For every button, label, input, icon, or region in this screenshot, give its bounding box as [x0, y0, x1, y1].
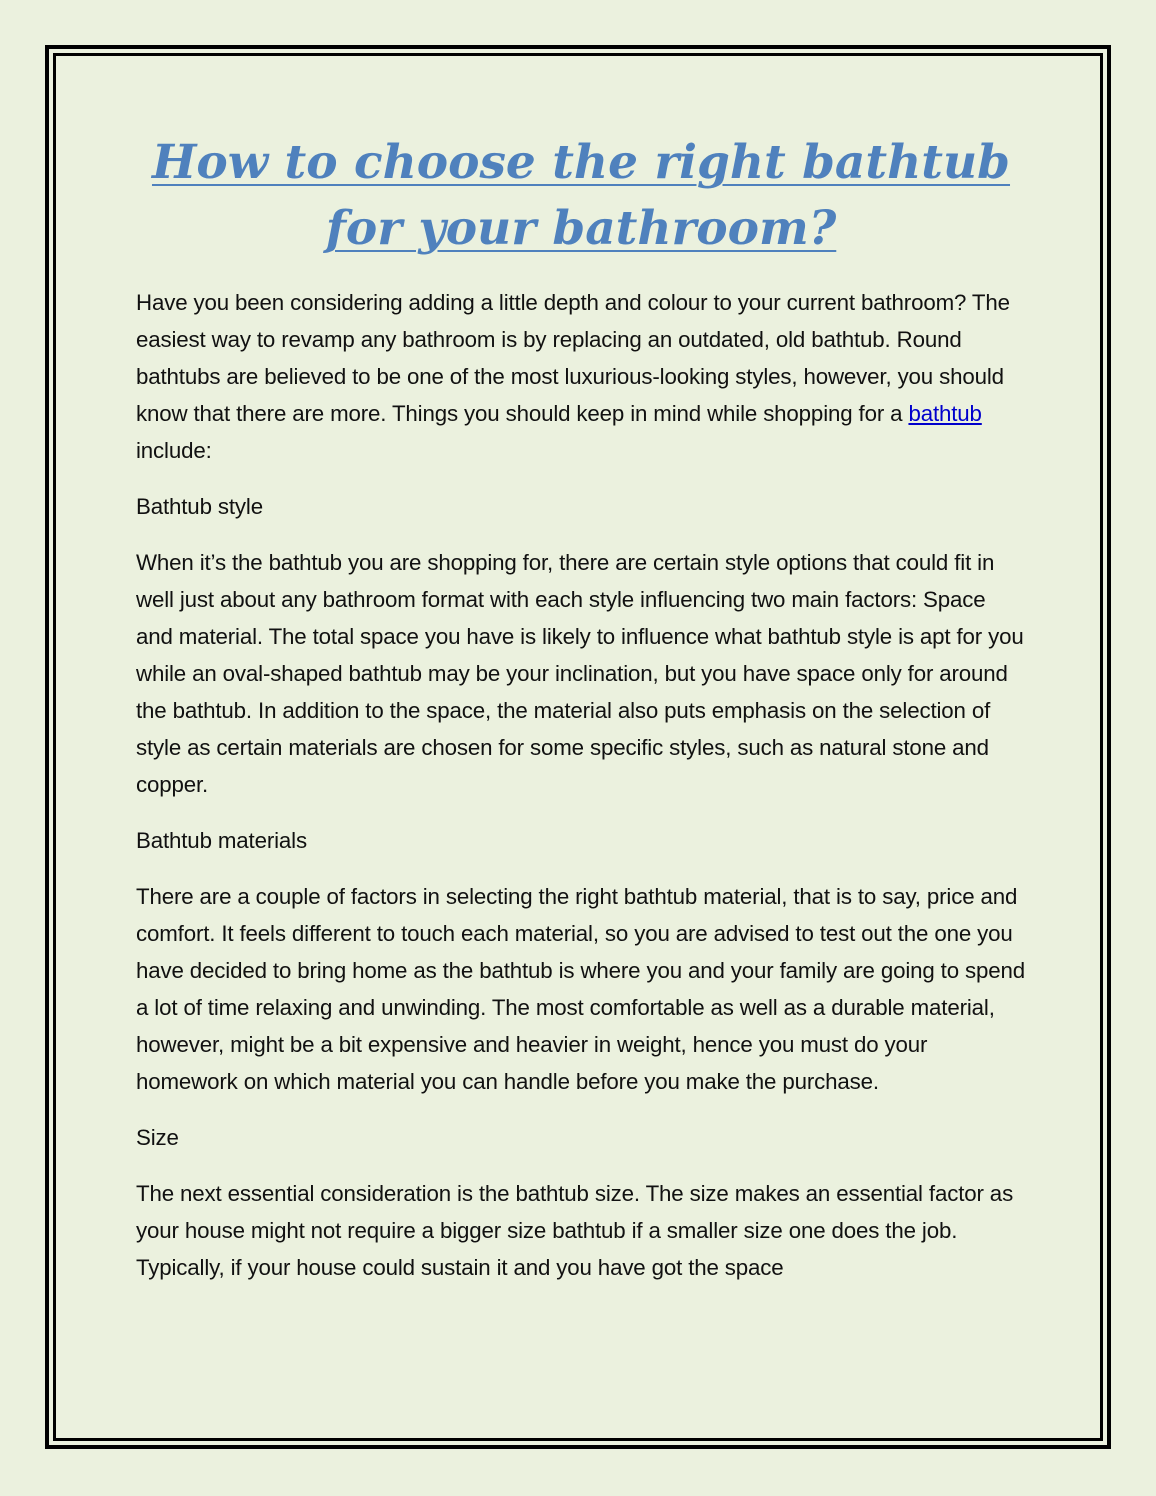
- document-title[interactable]: How to choose the right bathtub for your bathroom?: [151, 135, 1011, 256]
- intro-text-after-link: include:: [136, 438, 212, 463]
- intro-paragraph: [136, 284, 1026, 469]
- section-body-bathtub-materials: There are a couple of factors in selecting the right bathtub material, that is to say, price and comfort. It feels different to touch each material, so you are advised to test out the one you have decided to bring home as the bathtub is where you and your family are going to spend a lot of time relaxing and unwinding. The most comfortable as well as a durable material, however, might be a bit expensive and heavier in weight, hence you must do your homework on which material you can handle before you make the purchase.: [136, 884, 1026, 1094]
- section-heading-size: Size: [136, 1125, 179, 1150]
- section-heading-bathtub-materials: Bathtub materials: [136, 828, 307, 853]
- section-body-bathtub-style: When it’s the bathtub you are shopping for, there are certain style options that could fit in well just about any bathroom format with each style influencing two main factors: Space and material. The total space you have is likely to influence what bathtub style is apt for you while an oval-shaped bathtub may be your inclination, but you have space only for around the bathtub. In addition to the space, the material also puts emphasis on the selection of style as certain materials are chosen for some specific styles, such as natural stone and copper.: [136, 550, 1024, 797]
- document-body: [136, 130, 1026, 1305]
- intro-text-before-link: Have you been considering adding a little depth and colour to your current bathroom? The easiest way to revamp any bathroom is by replacing an outdated, old bathtub. Round bathtubs are believed to be one of the most luxurious-looking styles, however, you should know that there are more. Things you should keep in mind while shopping for a: [136, 290, 1010, 426]
- section-heading-bathtub-style: Bathtub style: [136, 494, 263, 519]
- bathtub-link[interactable]: bathtub: [908, 401, 982, 426]
- section-body-size: The next essential consideration is the bathtub size. The size makes an essential factor as your house might not require a bigger size bathtub if a smaller size one does the job. Typically, if your house could sustain it and you have got the space: [136, 1181, 1014, 1280]
